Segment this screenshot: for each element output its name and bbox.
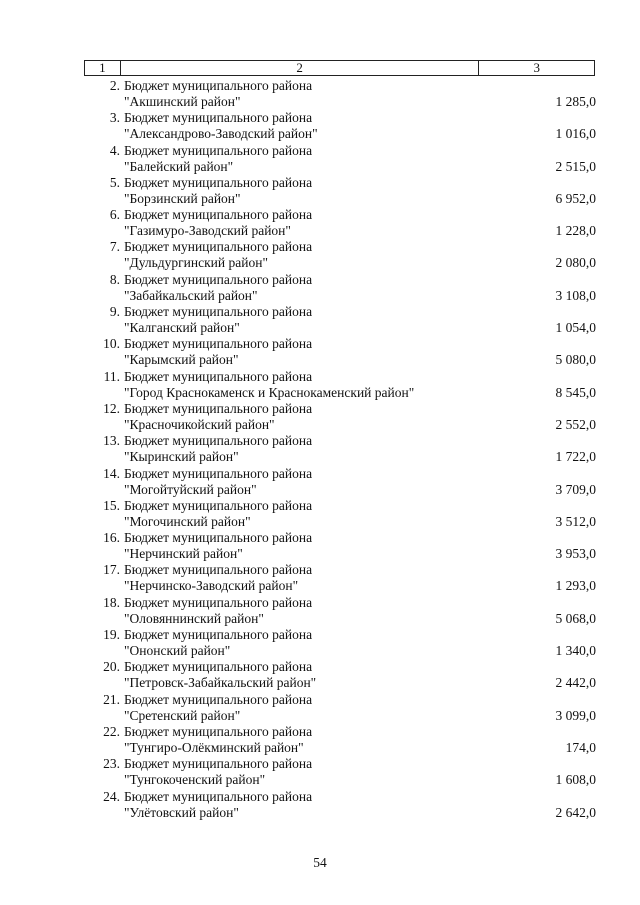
row-number: 12. (103, 400, 120, 416)
table-body (0, 78, 640, 821)
table-row (0, 78, 640, 110)
budget-label: Бюджет муниципального района (124, 239, 313, 255)
budget-label: Бюджет муниципального района (124, 756, 313, 772)
district-name: "Борзинский район" (124, 190, 241, 206)
budget-label: Бюджет муниципального района (124, 110, 313, 126)
row-number: 16. (103, 530, 120, 546)
district-name: "Сретенский район" (124, 707, 241, 723)
table-row (0, 756, 640, 788)
row-number: 15. (103, 497, 120, 513)
district-name: "Балейский район" (124, 158, 234, 174)
district-name: "Нерчинский район" (124, 546, 243, 562)
amount-value: 2 642,0 (555, 804, 596, 820)
district-name: "Могойтуйский район" (124, 481, 257, 497)
table-row (0, 659, 640, 691)
row-number: 2. (109, 78, 120, 93)
row-number: 22. (103, 723, 120, 739)
table-row (0, 110, 640, 142)
amount-value: 2 515,0 (555, 158, 596, 174)
row-number: 13. (103, 433, 120, 449)
row-number: 21. (103, 691, 120, 707)
amount-value: 1 285,0 (555, 94, 596, 109)
district-name: "Александрово-Заводский район" (124, 126, 318, 142)
district-name: "Ононский район" (124, 643, 231, 659)
budget-label: Бюджет муниципального района (124, 304, 313, 320)
budget-label: Бюджет муниципального района (124, 368, 313, 384)
table-row (0, 207, 640, 239)
amount-value: 3 099,0 (555, 707, 596, 723)
header-col-3: 3 (533, 60, 540, 75)
header-col-2: 2 (121, 61, 480, 75)
district-name: "Дульдургинский район" (124, 255, 268, 271)
amount-value: 2 080,0 (555, 255, 596, 271)
row-number: 7. (109, 239, 120, 255)
district-name: "Оловяннинский район" (124, 610, 264, 626)
district-name: "Тунгокоченский район" (124, 772, 266, 788)
amount-value: 2 442,0 (555, 675, 596, 691)
amount-value: 1 722,0 (555, 449, 596, 465)
amount-value: 1 228,0 (555, 223, 596, 239)
table-row (0, 595, 640, 627)
budget-label: Бюджет муниципального района (124, 174, 313, 190)
budget-label: Бюджет муниципального района (124, 562, 313, 578)
budget-label: Бюджет муниципального района (124, 659, 313, 675)
row-number: 24. (103, 788, 120, 804)
district-name: "Калганский район" (124, 320, 240, 336)
district-name: "Петровск-Забайкальский район" (124, 675, 317, 691)
district-name: "Город Краснокаменск и Краснокаменский район" (124, 384, 415, 400)
amount-value: 3 512,0 (555, 513, 596, 529)
table-row (0, 627, 640, 659)
table-row (0, 239, 640, 271)
table-row (0, 369, 640, 401)
amount-value: 2 552,0 (555, 416, 596, 432)
district-name: "Газимуро-Заводский район" (124, 223, 291, 239)
amount-value: 1 016,0 (555, 126, 596, 142)
district-name: "Кыринский район" (124, 449, 239, 465)
district-name: "Акшинский район" (124, 94, 241, 109)
row-number: 20. (103, 659, 120, 675)
row-number: 17. (103, 562, 120, 578)
amount-value: 6 952,0 (555, 190, 596, 206)
row-number: 3. (109, 110, 120, 126)
table-row (0, 143, 640, 175)
row-number: 19. (103, 627, 120, 643)
budget-label: Бюджет муниципального района (124, 691, 313, 707)
district-name: "Улётовский район" (124, 804, 239, 820)
budget-label: Бюджет муниципального района (124, 465, 313, 481)
budget-label: Бюджет муниципального района (124, 627, 313, 643)
table-row (0, 789, 640, 821)
amount-value: 1 608,0 (555, 772, 596, 788)
district-name: "Красночикойский район" (124, 416, 275, 432)
table-row (0, 498, 640, 530)
budget-label: Бюджет муниципального района (124, 788, 313, 804)
row-number: 4. (109, 142, 120, 158)
district-name: "Нерчинско-Заводский район" (124, 578, 299, 594)
budget-label: Бюджет муниципального района (124, 594, 313, 610)
amount-value: 1 054,0 (555, 320, 596, 336)
budget-label: Бюджет муниципального района (124, 336, 313, 352)
budget-label: Бюджет муниципального района (124, 207, 313, 223)
district-name: "Тунгиро-Олёкминский район" (124, 739, 304, 755)
budget-label: Бюджет муниципального района (124, 530, 313, 546)
table-row (0, 175, 640, 207)
table-row (0, 336, 640, 368)
budget-label: Бюджет муниципального района (124, 723, 313, 739)
table-row (0, 530, 640, 562)
row-number: 6. (109, 207, 120, 223)
amount-value: 8 545,0 (555, 384, 596, 400)
amount-value: 1 340,0 (555, 643, 596, 659)
table-row (0, 562, 640, 594)
district-name: "Карымский район" (124, 352, 239, 368)
budget-label: Бюджет муниципального района (124, 142, 313, 158)
table-row (0, 433, 640, 465)
table-row (0, 304, 640, 336)
row-number: 9. (109, 304, 120, 320)
header-col-1: 1 (85, 61, 121, 75)
row-number: 23. (103, 756, 120, 772)
budget-label: Бюджет муниципального района (124, 271, 313, 287)
amount-value: 1 293,0 (555, 578, 596, 594)
table-header (84, 60, 595, 76)
row-number: 18. (103, 594, 120, 610)
amount-value: 3 108,0 (555, 287, 596, 303)
row-number: 10. (103, 336, 120, 352)
row-number: 5. (109, 174, 120, 190)
table-row (0, 724, 640, 756)
amount-value: 5 068,0 (555, 610, 596, 626)
page-number: 54 (313, 855, 327, 870)
amount-value: 3 953,0 (555, 546, 596, 562)
row-number: 14. (103, 465, 120, 481)
amount-value: 5 080,0 (555, 352, 596, 368)
row-number: 8. (109, 271, 120, 287)
amount-value: 174,0 (565, 739, 596, 755)
district-name: "Могочинский район" (124, 513, 251, 529)
budget-label: Бюджет муниципального района (124, 78, 313, 93)
amount-value: 3 709,0 (555, 481, 596, 497)
table-row (0, 272, 640, 304)
table-row (0, 401, 640, 433)
table-row (0, 466, 640, 498)
table-row (0, 692, 640, 724)
district-name: "Забайкальский район" (124, 287, 258, 303)
budget-label: Бюджет муниципального района (124, 433, 313, 449)
budget-label: Бюджет муниципального района (124, 497, 313, 513)
row-number: 11. (103, 368, 120, 384)
budget-label: Бюджет муниципального района (124, 400, 313, 416)
